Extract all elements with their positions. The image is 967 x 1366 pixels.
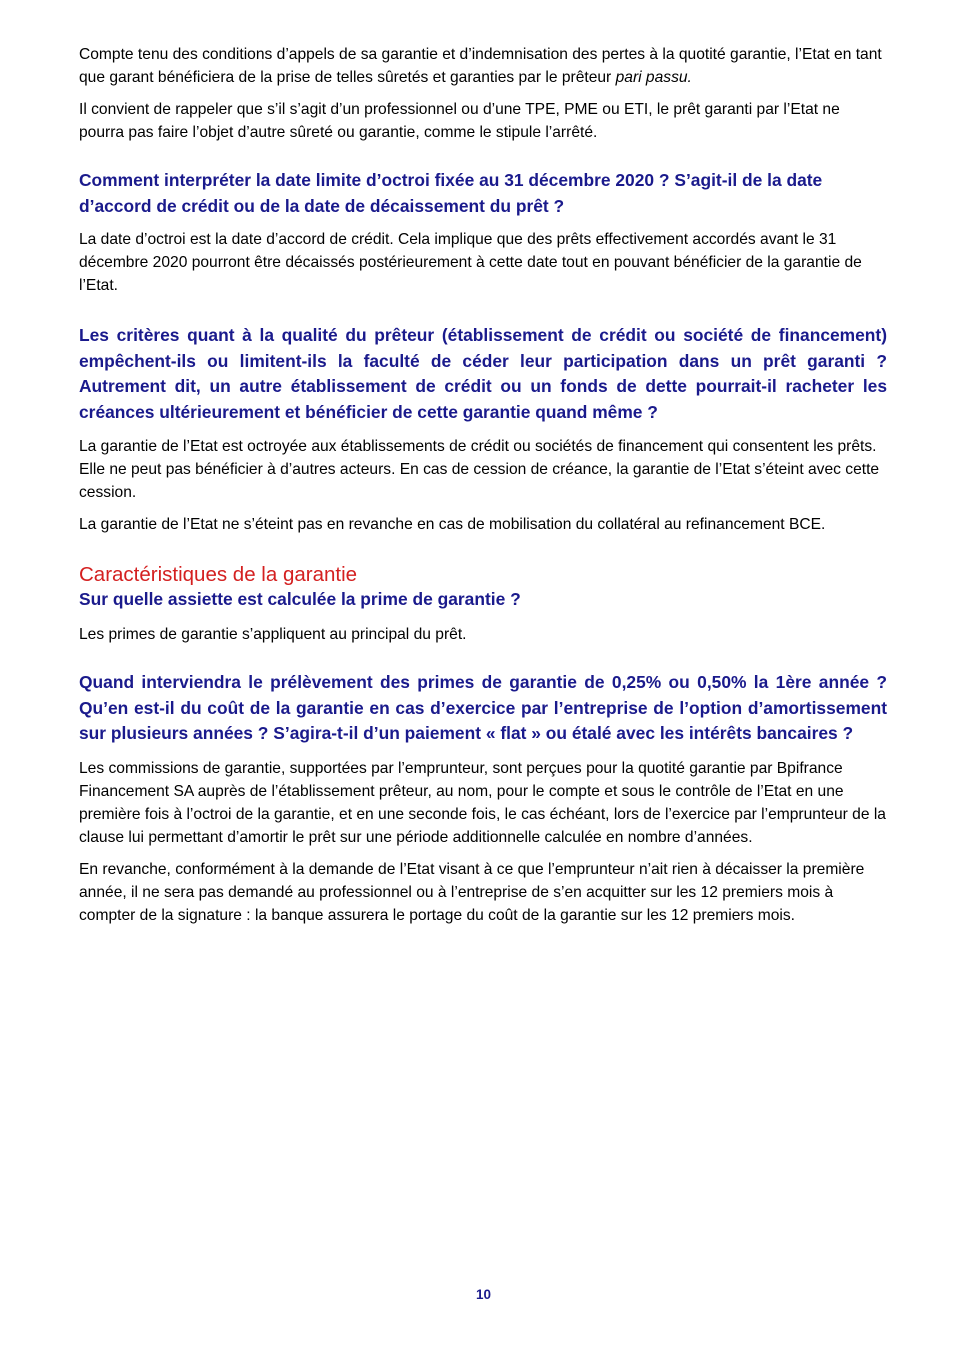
document-page (79, 43, 887, 927)
intro-paragraph-1 (79, 43, 887, 89)
answer-qualite-preteur-2: La garantie de l’Etat ne s’éteint pas en revanche en cas de mobilisation du collatéral au refinancement BCE. (79, 515, 826, 533)
answer-qualite-preteur-1: La garantie de l’Etat est octroyée aux établissements de crédit ou sociétés de financement qui consentent les prêts. Elle ne peut pas bénéficier à d’autres acteurs. En cas de cession de créance, la garantie de l’Etat s’éteint avec cette cession. (79, 437, 880, 501)
question-date-limite: Comment interpréter la date limite d’octroi fixée au 31 décembre 2020 ? S’agit-il de la date d’accord de crédit ou de la date de décaissement du prêt ? (79, 170, 823, 216)
question-qualite-preteur: Les critères quant à la qualité du prêteur (établissement de crédit ou société de financement) empêchent-ils ou limitent-ils la faculté de céder leur participation dans un prêt garanti ? Autrement dit, un autre établissement de crédit ou un fonds de dette pourrait-il racheter les créances ultérieurement et bénéficier de cette garantie quand même ? (79, 325, 887, 422)
section-title: Caractéristiques de la garantie (79, 562, 358, 586)
answer-prelevement-1: Les commissions de garantie, supportées par l’emprunteur, sont perçues pour la quotité garantie par Bpifrance Financement SA auprès de l’établissement prêteur, au nom, pour le compte et sous le contrôle de l’Etat en une première fois à l’octroi de la garantie, et en une seconde fois, le cas échéant, lors de l’exercice par l’emprunteur de la clause lui permettant d’amortir le prêt sur une période additionnelle calculée en nombre d’années. (79, 759, 886, 846)
intro-text: Compte tenu des conditions d’appels de sa garantie et d’indemnisation des pertes à la quotité garantie, l’Etat en tant que garant bénéficiera de la prise de telles sûretés et garanties par le prêteur (79, 46, 882, 86)
intro-paragraph-2: Il convient de rappeler que s’il s’agit d’un professionnel ou d’une TPE, PME ou ETI, le prêt garanti par l’Etat ne pourra pas faire l’objet d’autre sûreté ou garantie, comme le stipule l’arrêté. (79, 101, 840, 141)
intro-italic: pari passu. (615, 69, 692, 86)
question-prelevement-primes: Quand interviendra le prélèvement des primes de garantie de 0,25% ou 0,50% la 1ère année ? Qu’en est-il du coût de la garantie en cas d’exercice par l’entreprise de l’option d’amortissement sur plusieurs années ? S’agira-t-il d’un paiement « flat » ou étalé avec les intérêts bancaires ? (79, 672, 887, 744)
page-number: 10 (475, 1287, 492, 1302)
answer-prelevement-2: En revanche, conformément à la demande de l’Etat visant à ce que l’emprunteur n’ait rien à décaisser la première année, il ne sera pas demandé au professionnel ou à l’entreprise de s’en acquitter sur les 12 premiers mois à compter de la signature : la banque assurera le portage du coût de la garantie sur les 12 premiers mois. (79, 860, 865, 924)
answer-assiette: Les primes de garantie s’appliquent au principal du prêt. (79, 626, 467, 644)
answer-date-limite: La date d’octroi est la date d’accord de crédit. Cela implique que des prêts effectivement accordés avant le 31 décembre 2020 pourront être décaissés postérieurement à cette date tout en pouvant bénéficier de la garantie de l’Etat. (79, 231, 862, 295)
question-assiette: Sur quelle assiette est calculée la prime de garantie ? (79, 588, 521, 609)
